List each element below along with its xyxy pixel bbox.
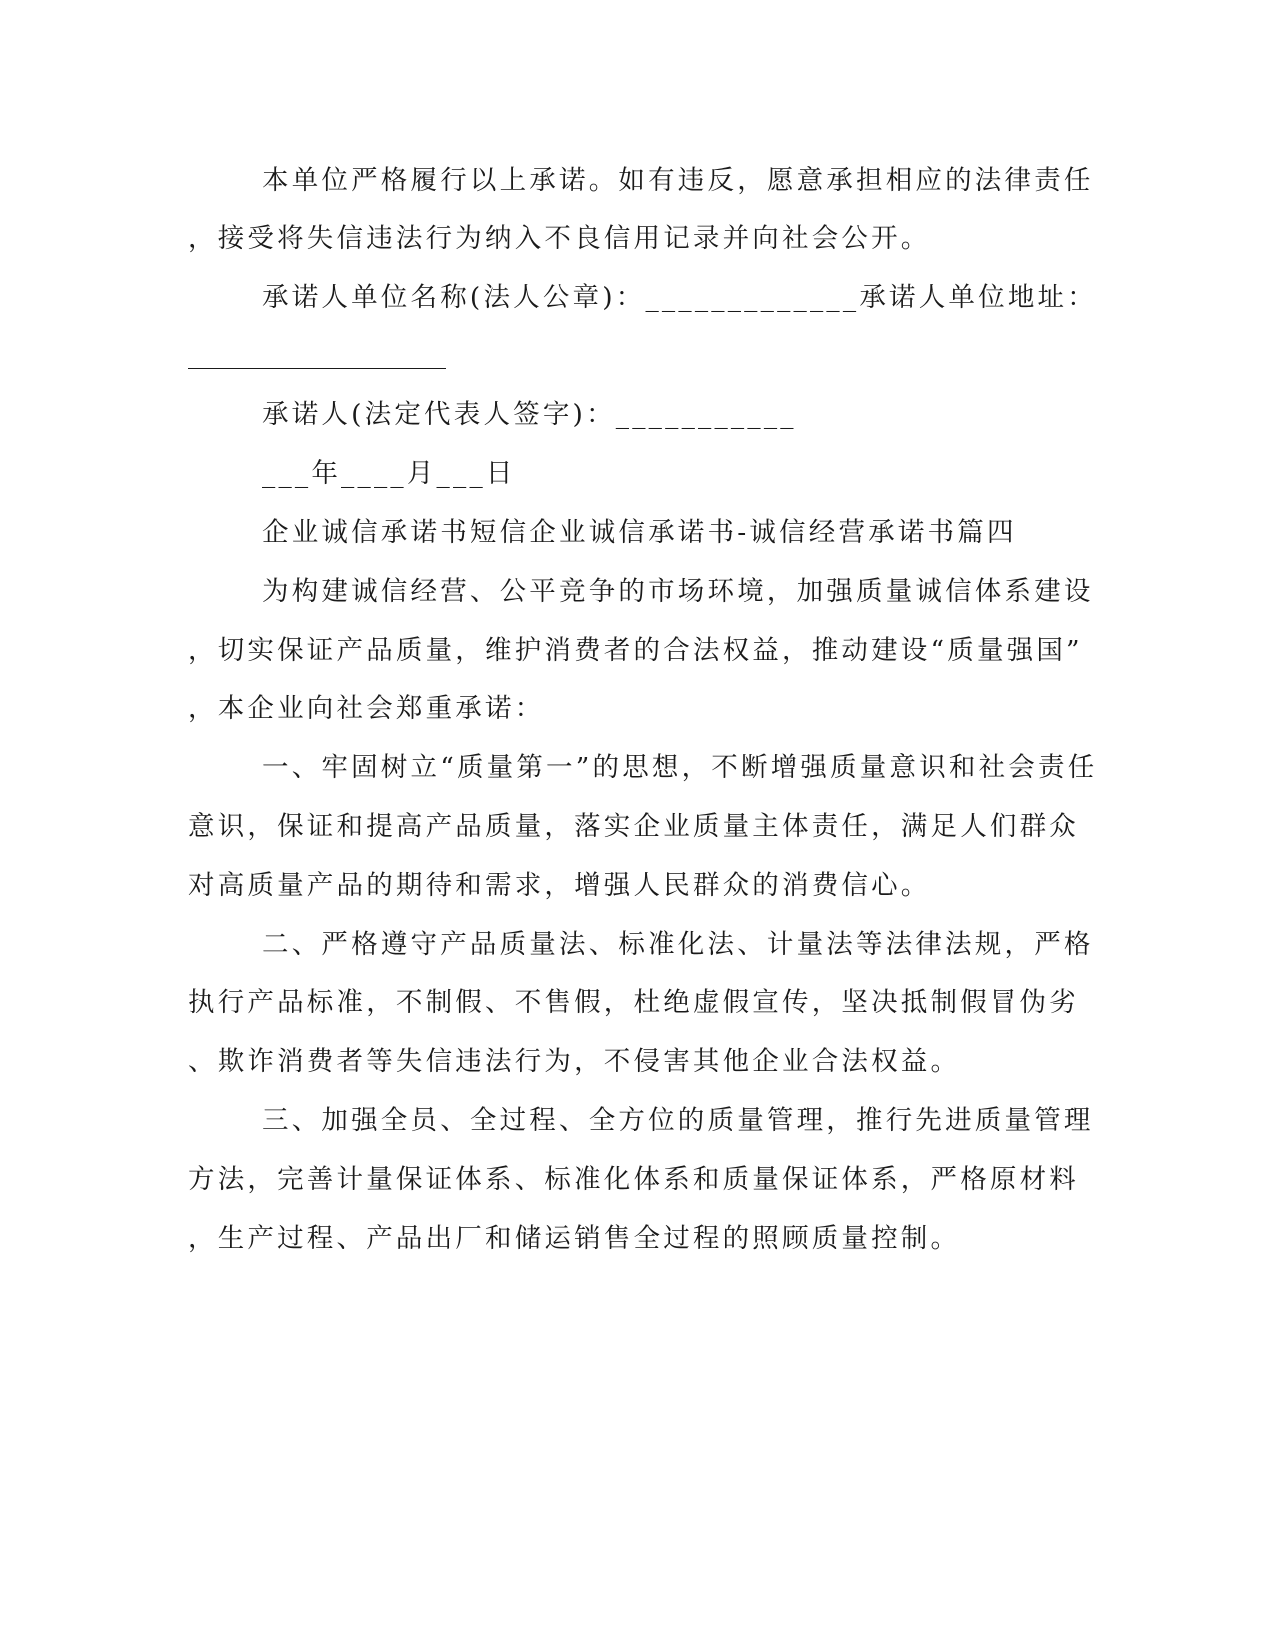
item-two-line-2: 执行产品标准，不制假、不售假，杜绝虚假宣传，坚决抵制假冒伪劣 <box>188 987 1079 1018</box>
item-two-line-3: 、欺诈消费者等失信违法行为，不侵害其他企业合法权益。 <box>188 1046 961 1077</box>
intro-line-2: ，切实保证产品质量，维护消费者的合法权益，推动建设“质量强国” <box>188 635 1083 666</box>
address-blank-underline <box>188 368 446 369</box>
legal-representative-line: 承诺人(法定代表人签字)：___________ <box>262 399 797 430</box>
commitment-closing-line-2: ，接受将失信违法行为纳入不良信用记录并向社会公开。 <box>188 223 931 254</box>
item-one-line-1: 一、牢固树立“质量第一”的思想，不断增强质量意识和社会责任 <box>262 752 1098 783</box>
item-three-line-3: ，生产过程、产品出厂和储运销售全过程的照顾质量控制。 <box>188 1223 961 1254</box>
date-line: ___年____月___日 <box>262 458 516 489</box>
commitment-closing-line-1: 本单位严格履行以上承诺。如有违反，愿意承担相应的法律责任 <box>262 165 1094 196</box>
section-heading: 企业诚信承诺书短信企业诚信承诺书-诚信经营承诺书篇四 <box>262 517 1017 548</box>
item-two-line-1: 二、严格遵守产品质量法、标准化法、计量法等法律法规，严格 <box>262 929 1094 960</box>
intro-line-1: 为构建诚信经营、公平竞争的市场环境，加强质量诚信体系建设 <box>262 576 1094 607</box>
item-one-line-3: 对高质量产品的期待和需求，增强人民群众的消费信心。 <box>188 870 931 901</box>
item-three-line-1: 三、加强全员、全过程、全方位的质量管理，推行先进质量管理 <box>262 1105 1094 1136</box>
signatory-unit-line: 承诺人单位名称(法人公章)：_____________承诺人单位地址： <box>262 282 1097 313</box>
intro-line-3: ，本企业向社会郑重承诺： <box>188 693 545 724</box>
item-three-line-2: 方法，完善计量保证体系、标准化体系和质量保证体系，严格原材料 <box>188 1164 1079 1195</box>
item-one-line-2: 意识，保证和提高产品质量，落实企业质量主体责任，满足人们群众 <box>188 811 1079 842</box>
